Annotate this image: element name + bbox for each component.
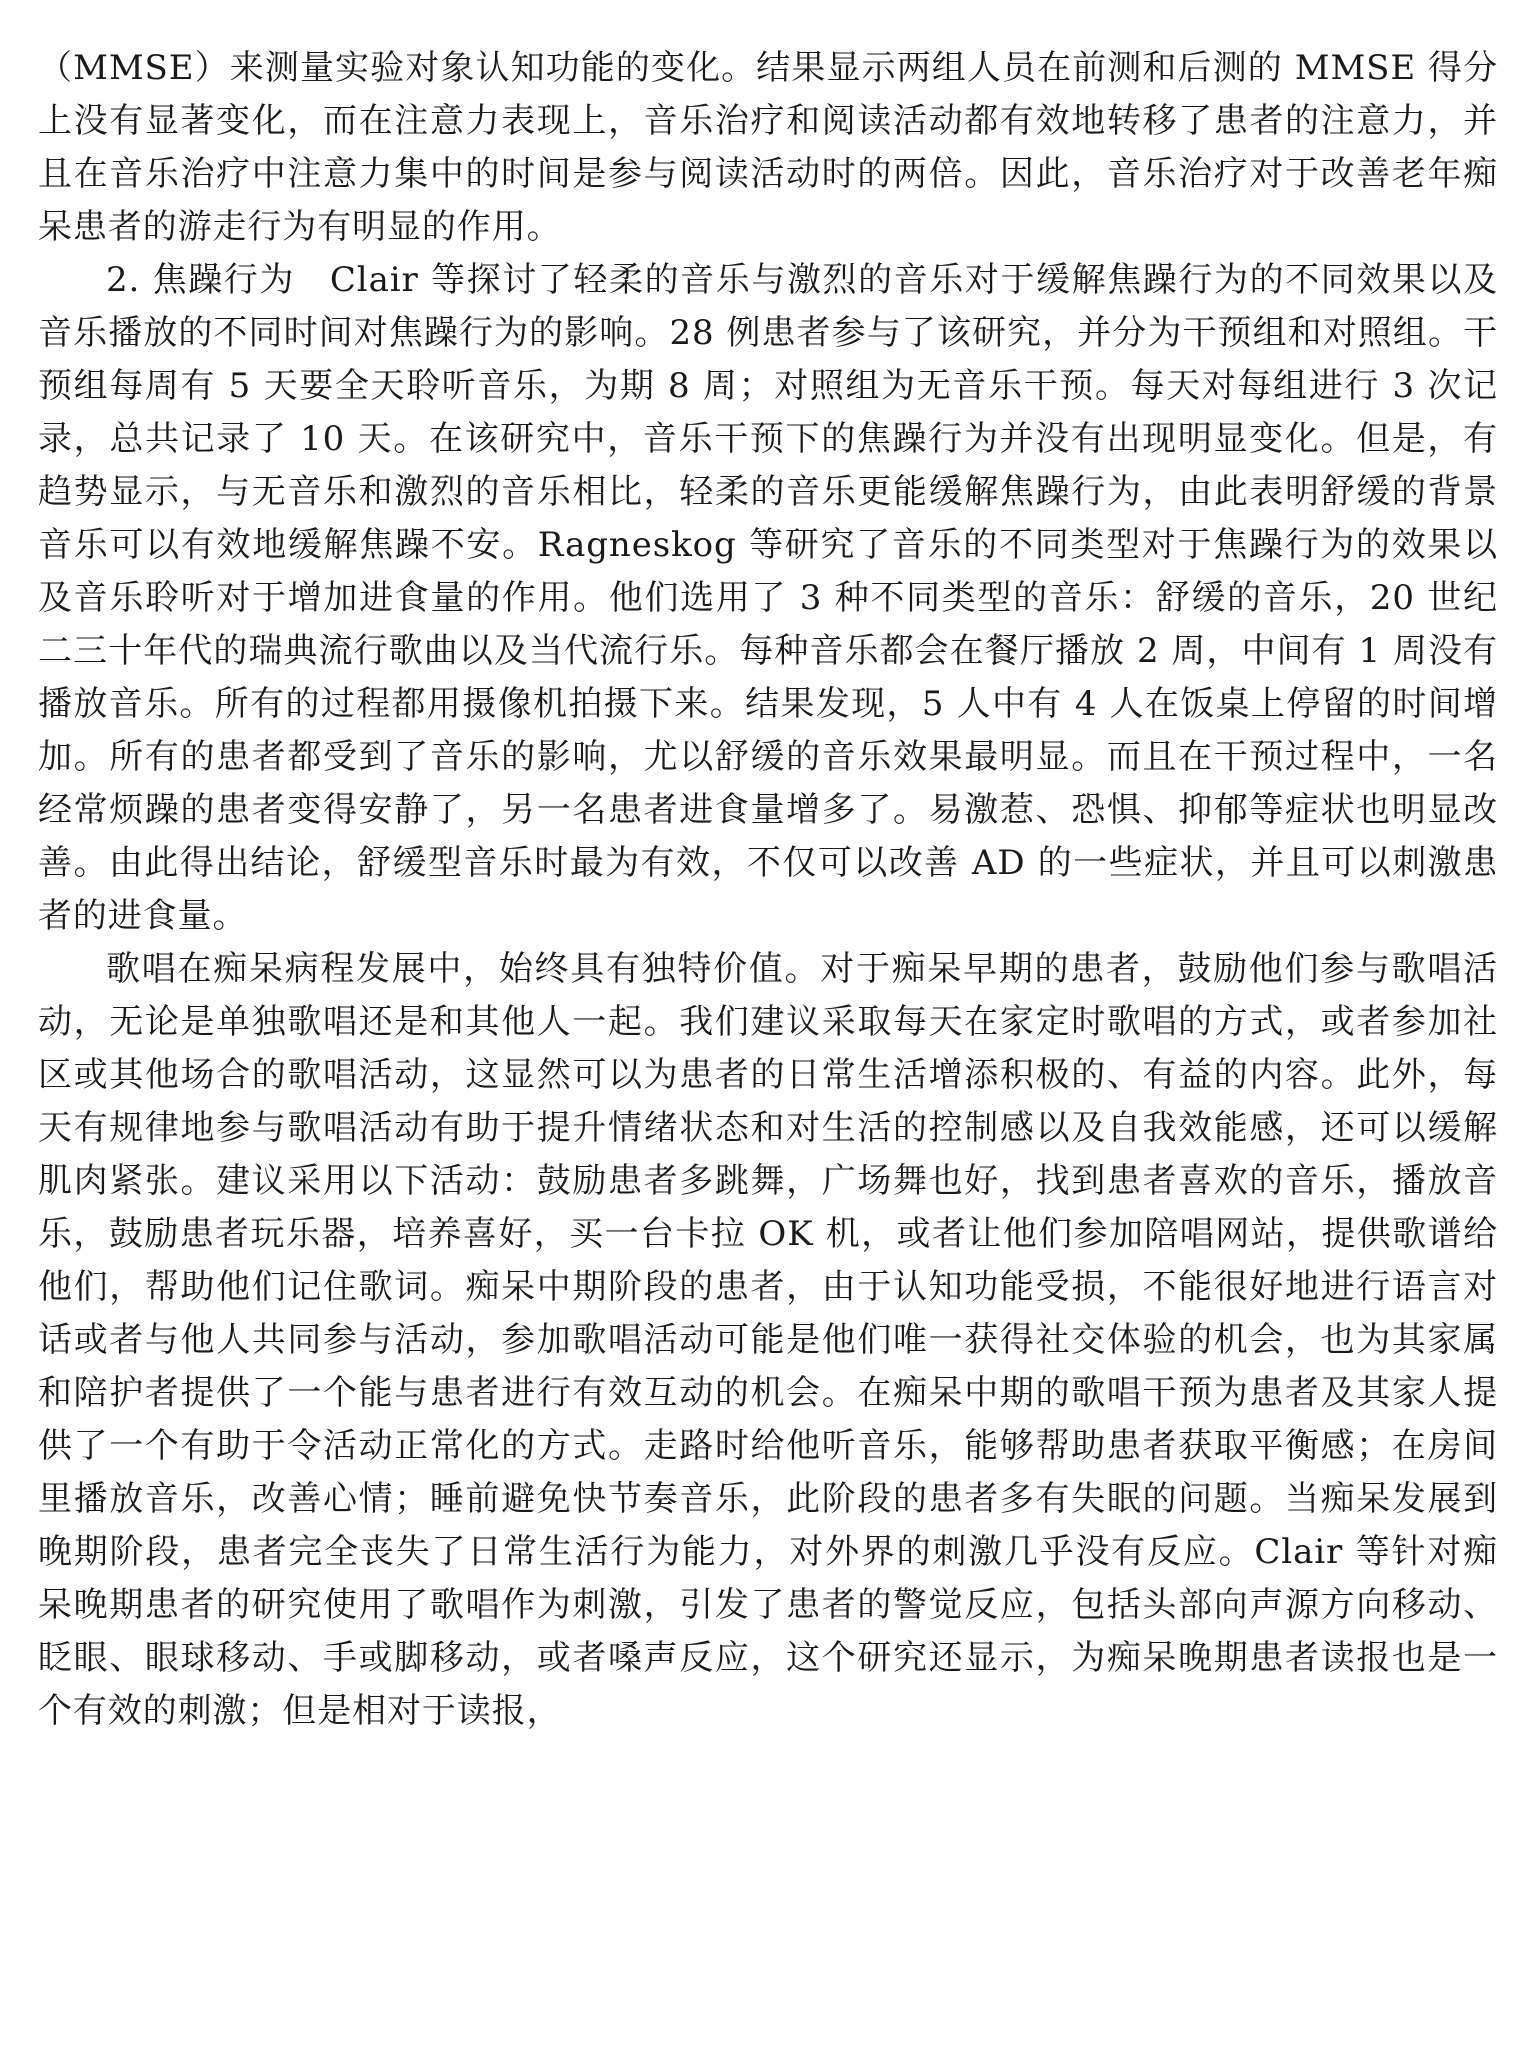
paragraph-text: 歌唱在痴呆病程发展中，始终具有独特价值。对于痴呆早期的患者，鼓励他们参与歌唱活动，无论是单独歌唱还是和其他人一起。我们建议采取每天在家定时歌唱的方式，或者参加社区或其他场合的歌唱活动，这显然可以为患者的日常生活增添积极的、有益的内容。此外，每天有规律地参与歌唱活动有助于提升情绪状态和对生活的控制感以及自我效能感，还可以缓解肌肉紧张。建议采用以下活动：鼓励患者多跳舞，广场舞也好，找到患者喜欢的音乐，播放音乐，鼓励患者玩乐器，培养喜好，买一台卡拉 OK 机，或者让他们参加陪唱网站，提供歌谱给他们，帮助他们记住歌词。痴呆中期阶段的患者，由于认知功能受损，不能很好地进行语言对话或者与他人共同参与活动，参加歌唱活动可能是他们唯一获得社交体验的机会，也为其家属和陪护者提供了一个能与患者进行有效互动的机会。在痴呆中期的歌唱干预为患者及其家人提供了一个有助于令活动正常化的方式。走路时给他听音乐，能够帮助患者获取平衡感；在房间里播放音乐，改善心情；睡前避免快节奏音乐，此阶段的患者多有失眠的问题。当痴呆发展到晚期阶段，患者完全丧失了日常生活行为能力，对外界的刺激几乎没有反应。Clair 等针对痴呆晚期患者的研究使用了歌唱作为刺激，引发了患者的警觉反应，包括头部向声源方向移动、眨眼、眼球移动、手或脚移动，或者嗓声反应，这个研究还显示，为痴呆晚期患者读报也是一个有效的刺激；但是相对于读报， xyxy=(38,949,1498,1731)
paragraph-text: Clair 等探讨了轻柔的音乐与激烈的音乐对于缓解焦躁行为的不同效果以及音乐播放的不同时间对焦躁行为的影响。28 例患者参与了该研究，并分为干预组和对照组。干预组每周有 5 天要全天聆听音乐，为期 8 周；对照组为无音乐干预。每天对每组进行 3 次记录，总共记录了 10 天。在该研究中，音乐干预下的焦躁行为并没有出现明显变化。但是，有趋势显示，与无音乐和激烈的音乐相比，轻柔的音乐更能缓解焦躁行为，由此表明舒缓的背景音乐可以有效地缓解焦躁不安。Ragneskog 等研究了音乐的不同类型对于焦躁行为的效果以及音乐聆听对于增加进食量的作用。他们选用了 3 种不同类型的音乐：舒缓的音乐，20 世纪二三十年代的瑞典流行歌曲以及当代流行乐。每种音乐都会在餐厅播放 2 周，中间有 1 周没有播放音乐。所有的过程都用摄像机拍摄下来。结果发现，5 人中有 4 人在饭桌上停留的时间增加。所有的患者都受到了音乐的影响，尤以舒缓的音乐效果最明显。而且在干预过程中，一名经常烦躁的患者变得安静了，另一名患者进食量增多了。易激惹、恐惧、抑郁等症状也明显改善。由此得出结论，舒缓型音乐时最为有效，不仅可以改善 AD 的一些症状，并且可以刺激患者的进食量。 xyxy=(38,260,1498,936)
paragraph-text: （MMSE）来测量实验对象认知功能的变化。结果显示两组人员在前测和后测的 MMSE 得分上没有显著变化，而在注意力表现上，音乐治疗和阅读活动都有效地转移了患者的注意力，并且在音乐治疗中注意力集中的时间是参与阅读活动时的两倍。因此，音乐治疗对于改善老年痴呆患者的游走行为有明显的作用。 xyxy=(38,48,1498,247)
paragraph-agitation xyxy=(38,254,1498,943)
paragraph-singing xyxy=(38,943,1498,1738)
paragraph-mmse-result xyxy=(38,42,1498,254)
section-heading: 2. 焦躁行为 xyxy=(106,260,295,300)
